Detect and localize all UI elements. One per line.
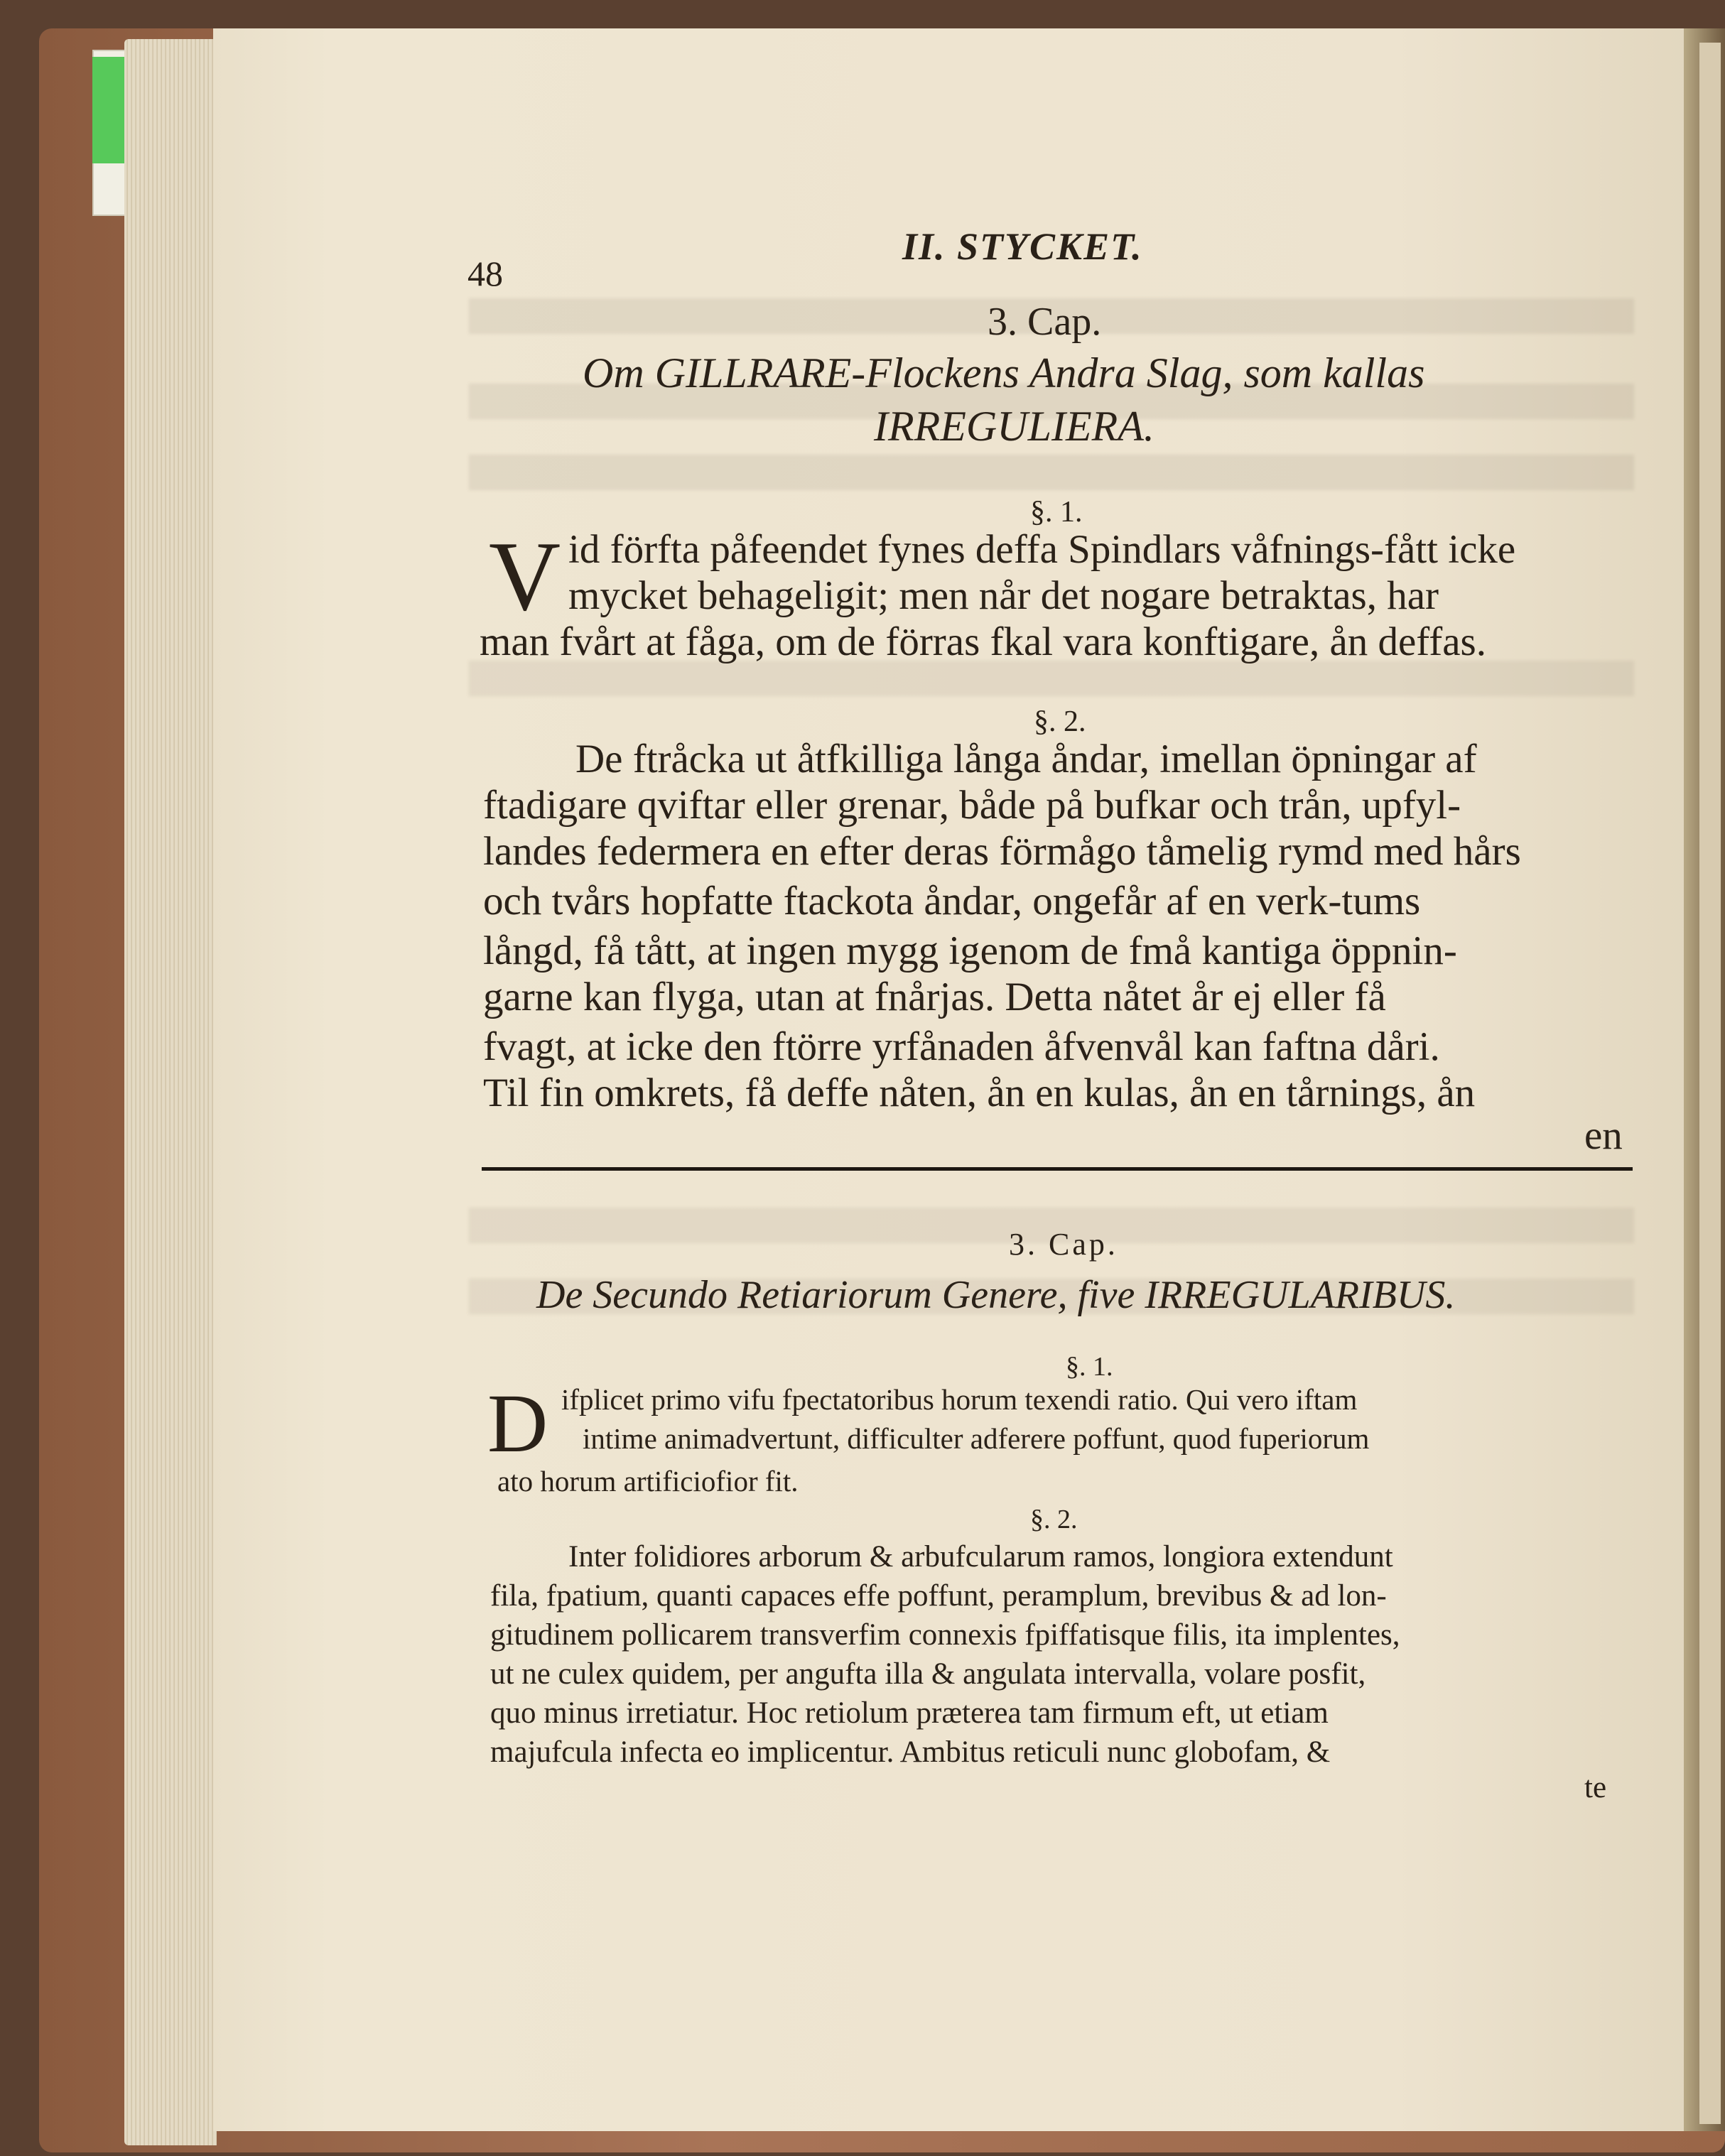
paragraph-line: fila, fpatium, quanti capaces effe poffunt, peramplum, brevibus & ad lon- (490, 1579, 1387, 1613)
paragraph-line: garne kan flyga, utan at fnårjas. Detta nåtet år ej eller få (483, 975, 1386, 1019)
chapter-title-swedish: Om GILLRARE-Flockens Andra Slag, som kallas (583, 350, 1425, 396)
section-mark: §. 1. (1066, 1352, 1113, 1382)
section-mark: §. 2. (1030, 1505, 1078, 1534)
chapter-title-latin: De Secundo Retiariorum Genere, five IRREGULARIBUS. (536, 1273, 1456, 1317)
paragraph-line: landes federmera en efter deras förmågo tåmelig rymd med hårs (483, 829, 1521, 874)
paragraph-line: gitudinem pollicarem transverfim connexis fpiffatisque filis, ita implentes, (490, 1618, 1400, 1652)
facing-page-edge (1699, 43, 1721, 2124)
paragraph-line: mycket behageligit; men når det nogare betraktas, har (568, 573, 1439, 618)
chapter-heading-latin: 3. Cap. (1009, 1227, 1118, 1262)
paragraph-line: Inter folidiores arborum & arbufcularum ramos, longiora extendunt (568, 1540, 1393, 1573)
paragraph-line: De ftråcka ut åtfkilliga långa åndar, imellan öpningar af (575, 737, 1477, 781)
paragraph-line: Til fin omkrets, få deffe nåten, ån en kulas, ån en tårnings, ån (483, 1071, 1476, 1115)
paragraph-line: ftadigare qviftar eller grenar, både på bufkar och trån, upfyl- (483, 783, 1461, 828)
paragraph-line: ifplicet primo vifu fpectatoribus horum texendi ratio. Qui vero iftam (561, 1383, 1358, 1416)
paragraph-line: intime animadvertunt, difficulter adferere poffunt, quod fuperiorum (583, 1422, 1370, 1455)
bleed-through (469, 661, 1634, 696)
section-divider (482, 1167, 1633, 1171)
section-mark: §. 1. (1030, 496, 1083, 529)
paragraph-line: fvagt, at icke den ftörre yrfånaden åfvenvål kan faftna dåri. (483, 1024, 1440, 1069)
drop-cap: D (487, 1377, 548, 1470)
paragraph-line: och tvårs hopfatte ftackota åndar, ongefår af en verk-tums (483, 879, 1421, 923)
paragraph-line: ut ne culex quidem, per angufta illa & angulata intervalla, volare posfit, (490, 1657, 1366, 1691)
section-mark: §. 2. (1034, 705, 1086, 738)
chapter-heading-swedish: 3. Cap. (988, 300, 1102, 344)
paragraph-line: långd, få tått, at ingen mygg igenom de fmå kantiga öppnin- (483, 928, 1457, 973)
paragraph-line: ato horum artificiofior fit. (497, 1465, 799, 1497)
paragraph-line: id förfta påfeendet fynes deffa Spindlars våfnings-fått icke (568, 527, 1516, 572)
page-number: 48 (467, 254, 503, 293)
catchword: te (1584, 1771, 1607, 1804)
catchword: en (1584, 1113, 1623, 1158)
paragraph-line: quo minus irretiatur. Hoc retiolum præterea tam firmum eft, ut etiam (490, 1696, 1329, 1730)
drop-cap: V (489, 521, 561, 632)
chapter-title-swedish-line2: IRREGULIERA. (874, 403, 1154, 450)
green-tab (92, 57, 124, 163)
paragraph-line: man fvårt at fåga, om de förras fkal vara konftigare, ån deffas. (480, 619, 1486, 664)
page-edges (124, 39, 217, 2145)
bleed-through (469, 455, 1634, 490)
running-head: II. STYCKET. (902, 225, 1143, 268)
paragraph-line: majufcula infecta eo implicentur. Ambitus reticuli nunc globofam, & (490, 1735, 1331, 1769)
